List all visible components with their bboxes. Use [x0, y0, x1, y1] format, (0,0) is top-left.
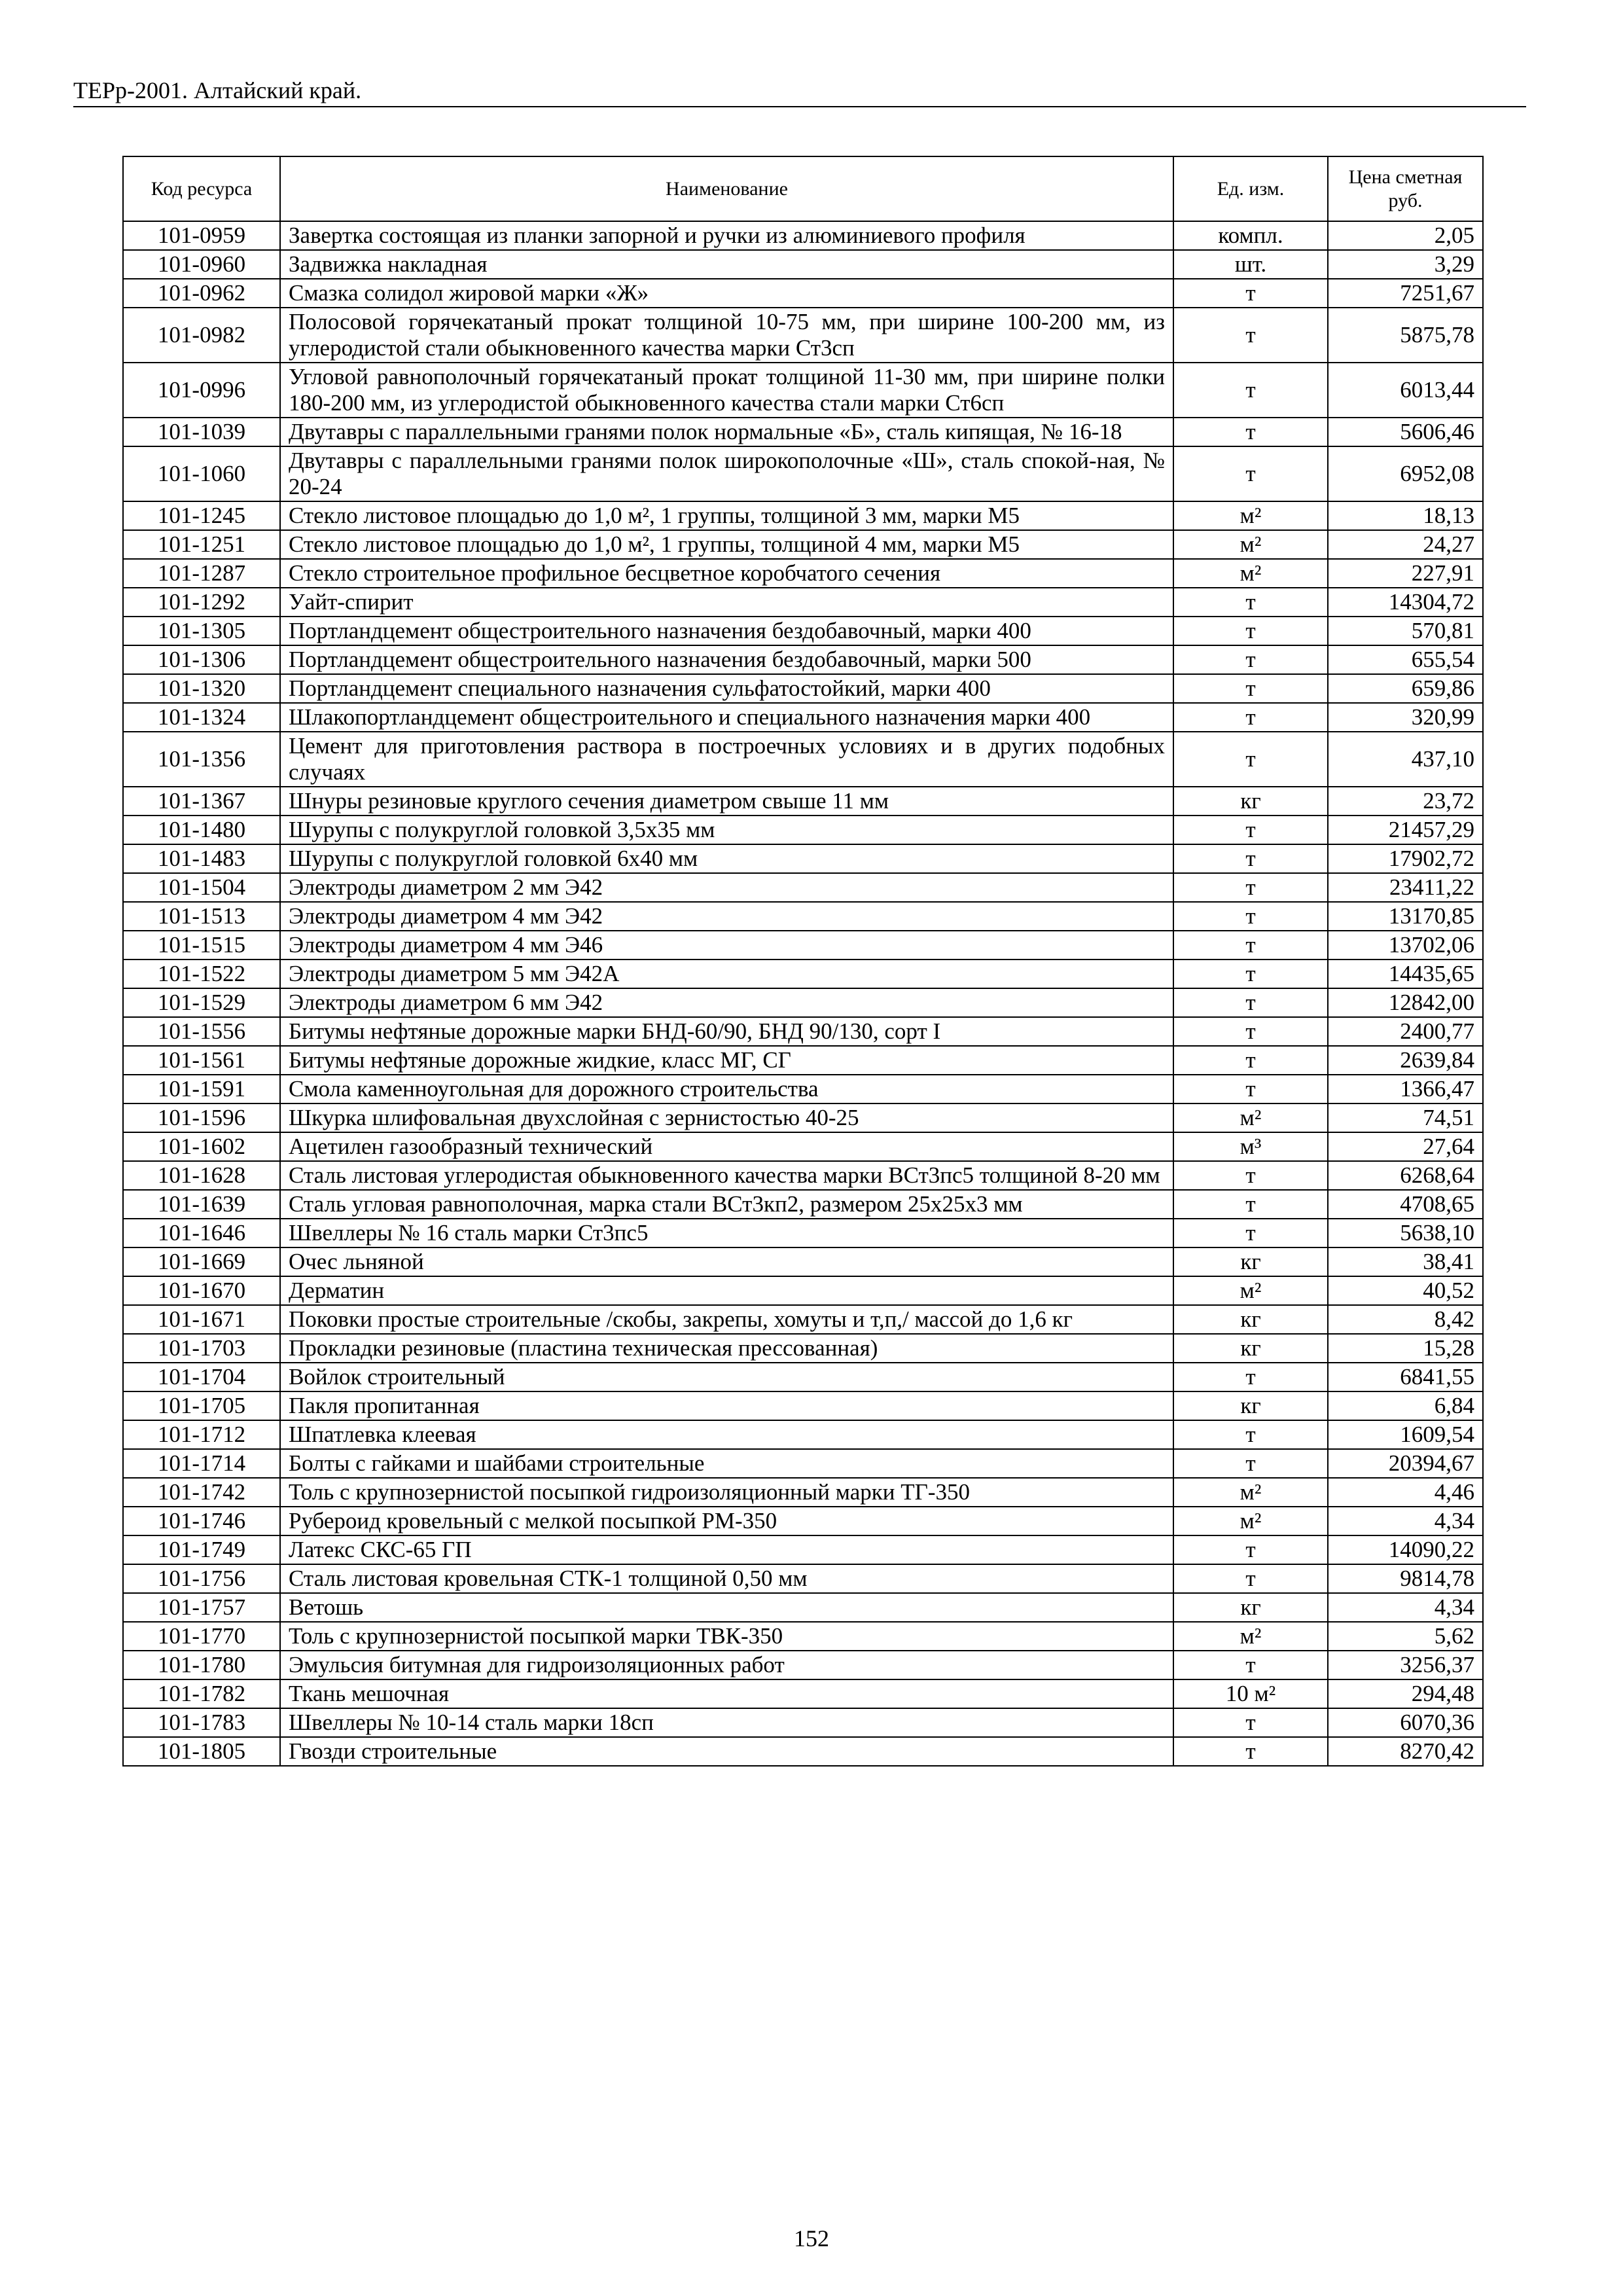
- resource-code-cell: 101-1704: [123, 1363, 280, 1391]
- table-row: [123, 1190, 1483, 1219]
- price-cell: 8270,42: [1328, 1737, 1483, 1766]
- table-row: [123, 1219, 1483, 1247]
- resource-code-cell: 101-1504: [123, 873, 280, 902]
- resource-code-cell: 101-1287: [123, 559, 280, 588]
- column-header-price: Цена сметная руб.: [1328, 156, 1483, 221]
- table-row: [123, 1679, 1483, 1708]
- price-cell: 294,48: [1328, 1679, 1483, 1708]
- unit-cell: т: [1173, 873, 1328, 902]
- resource-name-cell: Швеллеры № 10-14 сталь марки 18сп: [280, 1708, 1173, 1737]
- unit-cell: т: [1173, 1190, 1328, 1219]
- resource-code-cell: 101-1367: [123, 787, 280, 816]
- resource-name-cell: Электроды диаметром 5 мм Э42А: [280, 960, 1173, 988]
- table-row: [123, 1535, 1483, 1564]
- resource-code-cell: 101-1703: [123, 1334, 280, 1363]
- resource-code-cell: 101-1529: [123, 988, 280, 1017]
- table-row: [123, 1507, 1483, 1535]
- unit-cell: кг: [1173, 1305, 1328, 1334]
- price-cell: 27,64: [1328, 1132, 1483, 1161]
- price-cell: 40,52: [1328, 1276, 1483, 1305]
- unit-cell: м²: [1173, 1507, 1328, 1535]
- unit-cell: т: [1173, 1219, 1328, 1247]
- price-cell: 13702,06: [1328, 931, 1483, 960]
- resource-code-cell: 101-1639: [123, 1190, 280, 1219]
- table-row: [123, 902, 1483, 931]
- resource-name-cell: Стекло строительное профильное бесцветное коробчатого сечения: [280, 559, 1173, 588]
- resource-name-cell: Двутавры с параллельными гранями полок нормальные «Б», сталь кипящая, № 16-18: [280, 418, 1173, 446]
- unit-cell: т: [1173, 363, 1328, 418]
- price-cell: 9814,78: [1328, 1564, 1483, 1593]
- resource-name-cell: Стекло листовое площадью до 1,0 м², 1 группы, толщиной 3 мм, марки М5: [280, 501, 1173, 530]
- price-cell: 5875,78: [1328, 308, 1483, 363]
- resource-name-cell: Смола каменноугольная для дорожного строительства: [280, 1075, 1173, 1103]
- table-row: [123, 1651, 1483, 1679]
- resource-code-cell: 101-1746: [123, 1507, 280, 1535]
- resource-code-cell: 101-1596: [123, 1103, 280, 1132]
- price-cell: 6,84: [1328, 1391, 1483, 1420]
- resource-code-cell: 101-1556: [123, 1017, 280, 1046]
- resource-code-cell: 101-1039: [123, 418, 280, 446]
- resource-name-cell: Портландцемент специального назначения сульфатостойкий, марки 400: [280, 674, 1173, 703]
- table-row: [123, 1305, 1483, 1334]
- unit-cell: т: [1173, 617, 1328, 645]
- table-row: [123, 988, 1483, 1017]
- price-cell: 6952,08: [1328, 446, 1483, 501]
- table-row: [123, 1363, 1483, 1391]
- price-cell: 5,62: [1328, 1622, 1483, 1651]
- resource-code-cell: 101-1782: [123, 1679, 280, 1708]
- resource-name-cell: Шлакопортландцемент общестроительного и специального назначения марки 400: [280, 703, 1173, 732]
- price-cell: 14090,22: [1328, 1535, 1483, 1564]
- unit-cell: м²: [1173, 1103, 1328, 1132]
- resource-name-cell: Портландцемент общестроительного назначения бездобавочный, марки 500: [280, 645, 1173, 674]
- table-row: [123, 1449, 1483, 1478]
- unit-cell: т: [1173, 1161, 1328, 1190]
- table-row: [123, 1334, 1483, 1363]
- price-cell: 18,13: [1328, 501, 1483, 530]
- price-cell: 2639,84: [1328, 1046, 1483, 1075]
- resource-code-cell: 101-1306: [123, 645, 280, 674]
- table-header-row: [123, 156, 1483, 221]
- price-cell: 6013,44: [1328, 363, 1483, 418]
- resource-name-cell: Полосовой горячекатаный прокат толщиной 10-75 мм, при ширине 100-200 мм, из углеродистой стали обыкновенного качества марки Ст3сп: [280, 308, 1173, 363]
- price-cell: 4,34: [1328, 1507, 1483, 1535]
- unit-cell: м²: [1173, 530, 1328, 559]
- table-row: [123, 530, 1483, 559]
- price-cell: 7251,67: [1328, 279, 1483, 308]
- table-row: [123, 617, 1483, 645]
- table-row: [123, 645, 1483, 674]
- unit-cell: м³: [1173, 1132, 1328, 1161]
- resource-code-cell: 101-1561: [123, 1046, 280, 1075]
- table-row: [123, 279, 1483, 308]
- price-table: [122, 156, 1484, 1767]
- table-row: [123, 1708, 1483, 1737]
- resource-name-cell: Стекло листовое площадью до 1,0 м², 1 группы, толщиной 4 мм, марки М5: [280, 530, 1173, 559]
- price-cell: 1366,47: [1328, 1075, 1483, 1103]
- resource-code-cell: 101-1060: [123, 446, 280, 501]
- unit-cell: т: [1173, 1535, 1328, 1564]
- unit-cell: кг: [1173, 1247, 1328, 1276]
- unit-cell: т: [1173, 674, 1328, 703]
- resource-name-cell: Гвозди строительные: [280, 1737, 1173, 1766]
- unit-cell: шт.: [1173, 250, 1328, 279]
- price-cell: 14435,65: [1328, 960, 1483, 988]
- resource-code-cell: 101-1805: [123, 1737, 280, 1766]
- resource-code-cell: 101-0959: [123, 221, 280, 250]
- resource-name-cell: Цемент для приготовления раствора в построечных условиях и в других подобных случаях: [280, 732, 1173, 787]
- table-row: [123, 250, 1483, 279]
- resource-name-cell: Эмульсия битумная для гидроизоляционных работ: [280, 1651, 1173, 1679]
- unit-cell: т: [1173, 1564, 1328, 1593]
- price-cell: 2,05: [1328, 221, 1483, 250]
- price-cell: 21457,29: [1328, 816, 1483, 844]
- price-cell: 320,99: [1328, 703, 1483, 732]
- table-row: [123, 221, 1483, 250]
- unit-cell: т: [1173, 732, 1328, 787]
- unit-cell: т: [1173, 902, 1328, 931]
- price-cell: 23411,22: [1328, 873, 1483, 902]
- price-cell: 4,46: [1328, 1478, 1483, 1507]
- resource-name-cell: Электроды диаметром 4 мм Э42: [280, 902, 1173, 931]
- table-row: [123, 1017, 1483, 1046]
- header-divider: [73, 106, 1526, 107]
- resource-name-cell: Битумы нефтяные дорожные марки БНД-60/90, БНД 90/130, сорт I: [280, 1017, 1173, 1046]
- price-cell: 437,10: [1328, 732, 1483, 787]
- unit-cell: т: [1173, 1017, 1328, 1046]
- price-cell: 23,72: [1328, 787, 1483, 816]
- resource-name-cell: Шурупы с полукруглой головкой 3,5х35 мм: [280, 816, 1173, 844]
- resource-code-cell: 101-1742: [123, 1478, 280, 1507]
- resource-code-cell: 101-1770: [123, 1622, 280, 1651]
- price-cell: 6841,55: [1328, 1363, 1483, 1391]
- resource-name-cell: Шпатлевка клеевая: [280, 1420, 1173, 1449]
- table-row: [123, 1161, 1483, 1190]
- resource-code-cell: 101-1646: [123, 1219, 280, 1247]
- resource-code-cell: 101-0960: [123, 250, 280, 279]
- table-row: [123, 1391, 1483, 1420]
- table-row: [123, 1075, 1483, 1103]
- price-cell: 655,54: [1328, 645, 1483, 674]
- resource-name-cell: Очес льняной: [280, 1247, 1173, 1276]
- table-row: [123, 1247, 1483, 1276]
- table-row: [123, 1622, 1483, 1651]
- resource-code-cell: 101-1324: [123, 703, 280, 732]
- price-cell: 570,81: [1328, 617, 1483, 645]
- unit-cell: т: [1173, 703, 1328, 732]
- unit-cell: т: [1173, 1046, 1328, 1075]
- unit-cell: т: [1173, 816, 1328, 844]
- unit-cell: т: [1173, 988, 1328, 1017]
- price-cell: 3,29: [1328, 250, 1483, 279]
- table-row: [123, 1593, 1483, 1622]
- resource-name-cell: Толь с крупнозернистой посыпкой гидроизоляционный марки ТГ-350: [280, 1478, 1173, 1507]
- resource-code-cell: 101-1628: [123, 1161, 280, 1190]
- resource-code-cell: 101-1671: [123, 1305, 280, 1334]
- unit-cell: т: [1173, 645, 1328, 674]
- table-row: [123, 501, 1483, 530]
- resource-name-cell: Ветошь: [280, 1593, 1173, 1622]
- resource-code-cell: 101-1749: [123, 1535, 280, 1564]
- resource-name-cell: Портландцемент общестроительного назначения бездобавочный, марки 400: [280, 617, 1173, 645]
- document-header-title: ТЕРр-2001. Алтайский край.: [73, 77, 362, 103]
- unit-cell: т: [1173, 446, 1328, 501]
- unit-cell: м²: [1173, 559, 1328, 588]
- resource-name-cell: Завертка состоящая из планки запорной и ручки из алюминиевого профиля: [280, 221, 1173, 250]
- table-row: [123, 816, 1483, 844]
- table-row: [123, 960, 1483, 988]
- table-row: [123, 1103, 1483, 1132]
- table-row: [123, 588, 1483, 617]
- resource-code-cell: 101-1522: [123, 960, 280, 988]
- resource-code-cell: 101-1251: [123, 530, 280, 559]
- price-cell: 5638,10: [1328, 1219, 1483, 1247]
- unit-cell: м²: [1173, 1622, 1328, 1651]
- resource-code-cell: 101-1356: [123, 732, 280, 787]
- resource-name-cell: Ткань мешочная: [280, 1679, 1173, 1708]
- unit-cell: т: [1173, 844, 1328, 873]
- table-row: [123, 446, 1483, 501]
- table-row: [123, 844, 1483, 873]
- price-cell: 5606,46: [1328, 418, 1483, 446]
- table-row: [123, 1420, 1483, 1449]
- unit-cell: т: [1173, 960, 1328, 988]
- resource-name-cell: Электроды диаметром 6 мм Э42: [280, 988, 1173, 1017]
- resource-code-cell: 101-1483: [123, 844, 280, 873]
- resource-code-cell: 101-1714: [123, 1449, 280, 1478]
- resource-code-cell: 101-1245: [123, 501, 280, 530]
- resource-code-cell: 101-0982: [123, 308, 280, 363]
- table-row: [123, 873, 1483, 902]
- resource-code-cell: 101-1515: [123, 931, 280, 960]
- table-row: [123, 363, 1483, 418]
- unit-cell: м²: [1173, 1478, 1328, 1507]
- unit-cell: т: [1173, 1708, 1328, 1737]
- table-row: [123, 732, 1483, 787]
- resource-name-cell: Швеллеры № 16 сталь марки Ст3пс5: [280, 1219, 1173, 1247]
- table-row: [123, 1276, 1483, 1305]
- price-cell: 3256,37: [1328, 1651, 1483, 1679]
- resource-name-cell: Болты с гайками и шайбами строительные: [280, 1449, 1173, 1478]
- unit-cell: кг: [1173, 787, 1328, 816]
- unit-cell: т: [1173, 588, 1328, 617]
- price-cell: 74,51: [1328, 1103, 1483, 1132]
- resource-name-cell: Шнуры резиновые круглого сечения диаметром свыше 11 мм: [280, 787, 1173, 816]
- resource-name-cell: Толь с крупнозернистой посыпкой марки ТВК-350: [280, 1622, 1173, 1651]
- price-cell: 4708,65: [1328, 1190, 1483, 1219]
- price-cell: 2400,77: [1328, 1017, 1483, 1046]
- price-table-body: [123, 221, 1483, 1766]
- price-cell: 12842,00: [1328, 988, 1483, 1017]
- resource-code-cell: 101-1669: [123, 1247, 280, 1276]
- resource-name-cell: Дерматин: [280, 1276, 1173, 1305]
- resource-code-cell: 101-1670: [123, 1276, 280, 1305]
- price-cell: 17902,72: [1328, 844, 1483, 873]
- resource-name-cell: Шурупы с полукруглой головкой 6х40 мм: [280, 844, 1173, 873]
- resource-code-cell: 101-1783: [123, 1708, 280, 1737]
- price-cell: 6268,64: [1328, 1161, 1483, 1190]
- resource-name-cell: Сталь листовая кровельная СТК-1 толщиной 0,50 мм: [280, 1564, 1173, 1593]
- unit-cell: м²: [1173, 1276, 1328, 1305]
- column-header-code: Код ресурса: [123, 156, 280, 221]
- page-number: 152: [794, 2225, 829, 2251]
- unit-cell: т: [1173, 1420, 1328, 1449]
- table-row: [123, 418, 1483, 446]
- unit-cell: 10 м²: [1173, 1679, 1328, 1708]
- unit-cell: т: [1173, 1651, 1328, 1679]
- resource-name-cell: Сталь угловая равнополочная, марка стали ВСт3кп2, размером 25х25х3 мм: [280, 1190, 1173, 1219]
- unit-cell: кг: [1173, 1391, 1328, 1420]
- price-cell: 227,91: [1328, 559, 1483, 588]
- resource-code-cell: 101-0996: [123, 363, 280, 418]
- unit-cell: т: [1173, 308, 1328, 363]
- price-cell: 8,42: [1328, 1305, 1483, 1334]
- resource-name-cell: Электроды диаметром 2 мм Э42: [280, 873, 1173, 902]
- unit-cell: кг: [1173, 1593, 1328, 1622]
- unit-cell: т: [1173, 1363, 1328, 1391]
- resource-code-cell: 101-0962: [123, 279, 280, 308]
- price-cell: 4,34: [1328, 1593, 1483, 1622]
- resource-name-cell: Двутавры с параллельными гранями полок широкополочные «Ш», сталь спокой-ная, № 20-24: [280, 446, 1173, 501]
- table-row: [123, 559, 1483, 588]
- table-row: [123, 1564, 1483, 1593]
- unit-cell: кг: [1173, 1334, 1328, 1363]
- resource-name-cell: Уайт-спирит: [280, 588, 1173, 617]
- resource-code-cell: 101-1602: [123, 1132, 280, 1161]
- resource-name-cell: Войлок строительный: [280, 1363, 1173, 1391]
- table-row: [123, 1046, 1483, 1075]
- resource-name-cell: Угловой равнополочный горячекатаный прокат толщиной 11-30 мм, при ширине полки 180-200 мм, из углеродистой обыкновенного качества стали марки Ст6сп: [280, 363, 1173, 418]
- resource-name-cell: Шкурка шлифовальная двухслойная с зернистостью 40-25: [280, 1103, 1173, 1132]
- price-cell: 13170,85: [1328, 902, 1483, 931]
- resource-code-cell: 101-1513: [123, 902, 280, 931]
- table-row: [123, 674, 1483, 703]
- price-cell: 659,86: [1328, 674, 1483, 703]
- table-row: [123, 931, 1483, 960]
- resource-code-cell: 101-1320: [123, 674, 280, 703]
- price-cell: 14304,72: [1328, 588, 1483, 617]
- price-cell: 24,27: [1328, 530, 1483, 559]
- price-cell: 6070,36: [1328, 1708, 1483, 1737]
- resource-name-cell: Битумы нефтяные дорожные жидкие, класс МГ, СГ: [280, 1046, 1173, 1075]
- resource-code-cell: 101-1292: [123, 588, 280, 617]
- unit-cell: м²: [1173, 501, 1328, 530]
- resource-code-cell: 101-1780: [123, 1651, 280, 1679]
- resource-name-cell: Прокладки резиновые (пластина техническая прессованная): [280, 1334, 1173, 1363]
- resource-code-cell: 101-1480: [123, 816, 280, 844]
- resource-code-cell: 101-1591: [123, 1075, 280, 1103]
- unit-cell: т: [1173, 418, 1328, 446]
- table-row: [123, 1132, 1483, 1161]
- resource-name-cell: Поковки простые строительные /скобы, закрепы, хомуты и т,п,/ массой до 1,6 кг: [280, 1305, 1173, 1334]
- table-row: [123, 1737, 1483, 1766]
- unit-cell: т: [1173, 1737, 1328, 1766]
- resource-code-cell: 101-1305: [123, 617, 280, 645]
- unit-cell: т: [1173, 279, 1328, 308]
- unit-cell: т: [1173, 1075, 1328, 1103]
- resource-name-cell: Пакля пропитанная: [280, 1391, 1173, 1420]
- resource-code-cell: 101-1712: [123, 1420, 280, 1449]
- unit-cell: т: [1173, 1449, 1328, 1478]
- resource-name-cell: Электроды диаметром 4 мм Э46: [280, 931, 1173, 960]
- table-row: [123, 1478, 1483, 1507]
- resource-name-cell: Сталь листовая углеродистая обыкновенного качества марки ВСт3пс5 толщиной 8-20 мм: [280, 1161, 1173, 1190]
- unit-cell: т: [1173, 931, 1328, 960]
- price-cell: 38,41: [1328, 1247, 1483, 1276]
- resource-name-cell: Рубероид кровельный с мелкой посыпкой РМ-350: [280, 1507, 1173, 1535]
- column-header-unit: Ед. изм.: [1173, 156, 1328, 221]
- resource-code-cell: 101-1757: [123, 1593, 280, 1622]
- price-cell: 20394,67: [1328, 1449, 1483, 1478]
- unit-cell: компл.: [1173, 221, 1328, 250]
- table-row: [123, 703, 1483, 732]
- resource-code-cell: 101-1705: [123, 1391, 280, 1420]
- table-row: [123, 308, 1483, 363]
- resource-name-cell: Смазка солидол жировой марки «Ж»: [280, 279, 1173, 308]
- resource-name-cell: Ацетилен газообразный технический: [280, 1132, 1173, 1161]
- column-header-name: Наименование: [280, 156, 1173, 221]
- resource-code-cell: 101-1756: [123, 1564, 280, 1593]
- resource-name-cell: Задвижка накладная: [280, 250, 1173, 279]
- table-row: [123, 787, 1483, 816]
- price-cell: 15,28: [1328, 1334, 1483, 1363]
- resource-name-cell: Латекс СКС-65 ГП: [280, 1535, 1173, 1564]
- price-cell: 1609,54: [1328, 1420, 1483, 1449]
